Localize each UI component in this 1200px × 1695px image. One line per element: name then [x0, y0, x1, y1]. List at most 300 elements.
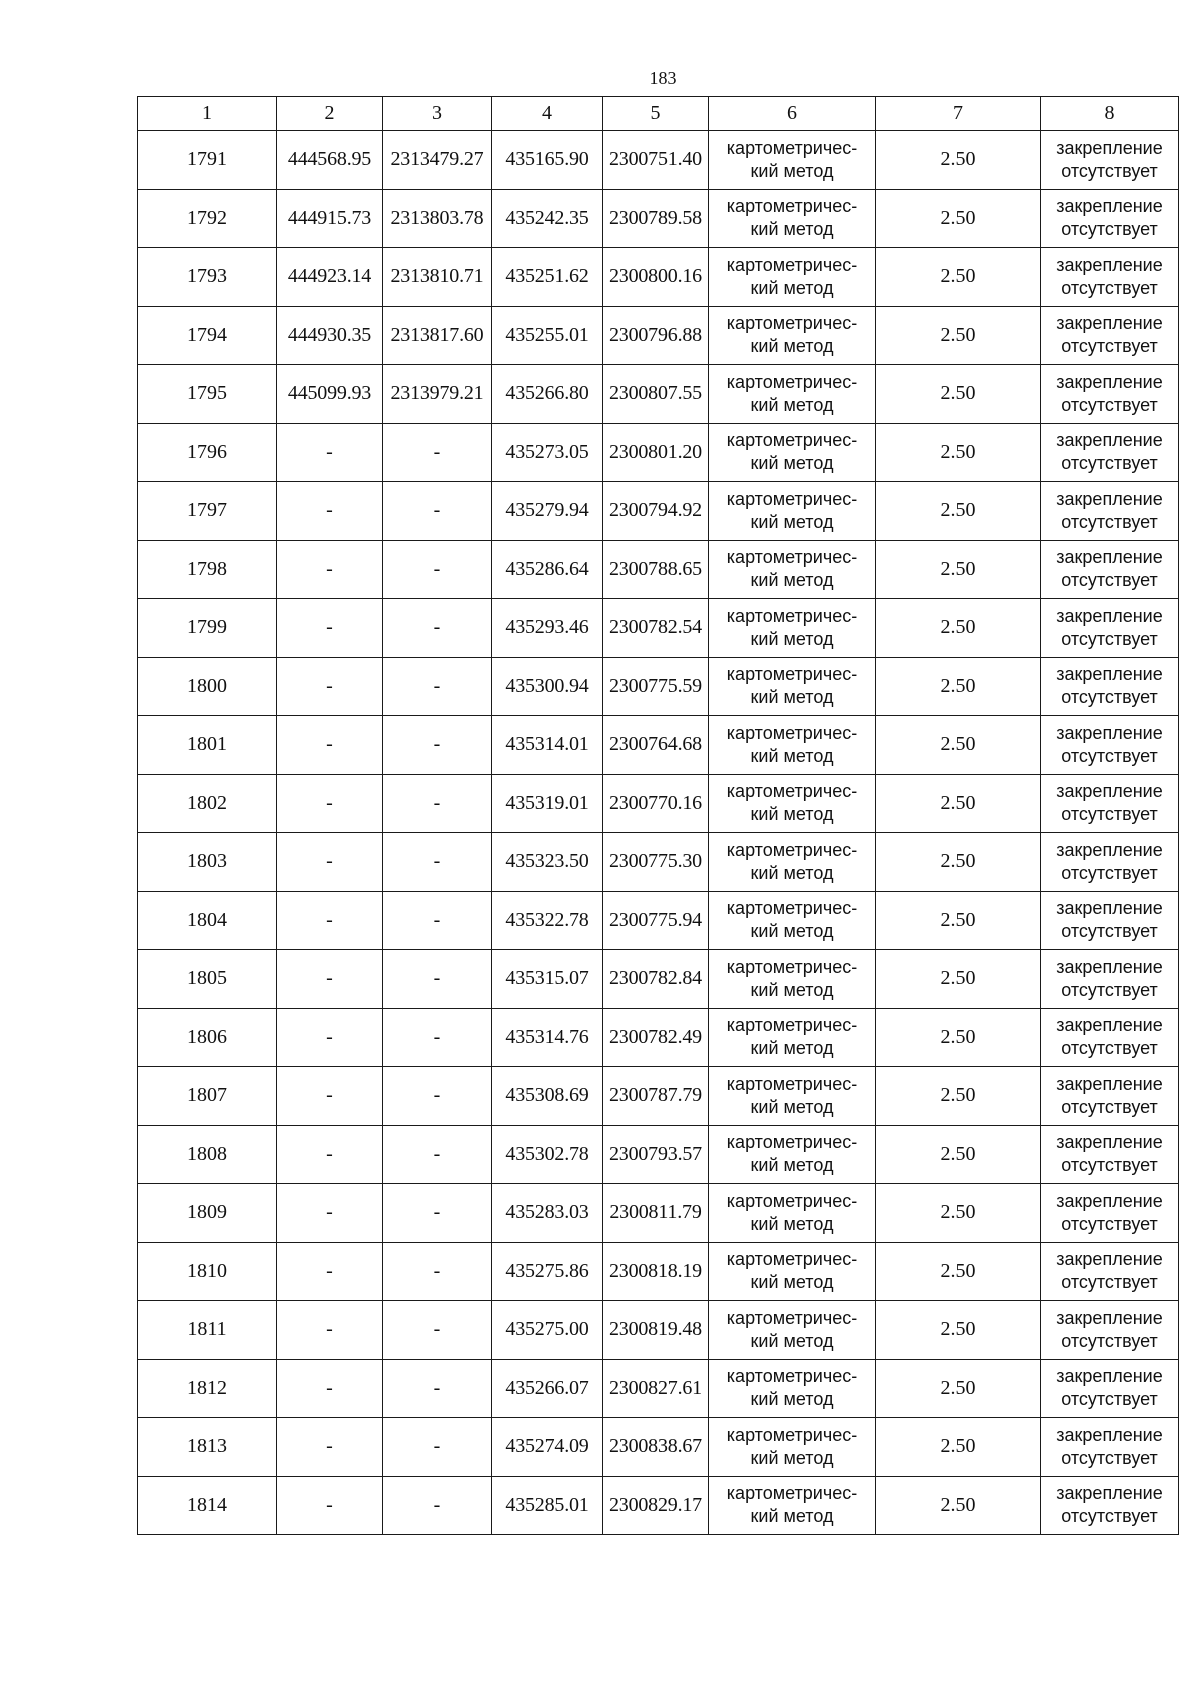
method-cell — [709, 365, 876, 424]
x-new-cell: 435300.94 — [492, 657, 603, 716]
y-old-cell: - — [383, 891, 492, 950]
point-number-cell: 1813 — [138, 1418, 277, 1477]
fixation-text-line-2: отсутствует — [1061, 628, 1158, 649]
fixation-cell — [1041, 774, 1179, 833]
x-old-cell: 444568.95 — [277, 131, 383, 190]
fixation-text-line-2: отсутствует — [1061, 1506, 1158, 1527]
fixation-text-line-2: отсутствует — [1061, 1330, 1158, 1351]
point-number-cell: 1810 — [138, 1242, 277, 1301]
y-new-cell: 2300770.16 — [603, 774, 709, 833]
table-row — [138, 1418, 1179, 1477]
fixation-cell — [1041, 1067, 1179, 1126]
y-old-cell: - — [383, 1418, 492, 1477]
accuracy-cell: 2.50 — [876, 1476, 1041, 1535]
table-row — [138, 833, 1179, 892]
method-text-line-2: кий метод — [750, 160, 834, 181]
x-old-cell: - — [277, 950, 383, 1009]
method-text-line-1: картометричес- — [726, 898, 858, 919]
page-number: 183 — [649, 68, 677, 88]
header-col-6: 6 — [709, 97, 876, 131]
y-old-cell: 2313979.21 — [383, 365, 492, 424]
method-cell — [709, 248, 876, 307]
fixation-cell — [1041, 716, 1179, 775]
point-number-cell: 1814 — [138, 1476, 277, 1535]
fixation-cell — [1041, 248, 1179, 307]
accuracy-cell: 2.50 — [876, 1359, 1041, 1418]
method-text-line-1: картометричес- — [726, 781, 858, 802]
y-old-cell: - — [383, 833, 492, 892]
method-text-line-1: картометричес- — [726, 722, 858, 743]
table-row — [138, 891, 1179, 950]
fixation-cell — [1041, 306, 1179, 365]
y-old-cell: - — [383, 716, 492, 775]
x-old-cell: - — [277, 833, 383, 892]
accuracy-cell: 2.50 — [876, 423, 1041, 482]
fixation-text-line-1: закрепление — [1056, 1015, 1163, 1036]
y-new-cell: 2300794.92 — [603, 482, 709, 541]
fixation-cell — [1041, 189, 1179, 248]
fixation-text-line-2: отсутствует — [1061, 1038, 1158, 1059]
y-old-cell: - — [383, 950, 492, 1009]
x-old-cell: 445099.93 — [277, 365, 383, 424]
fixation-text-line-1: закрепление — [1056, 839, 1163, 860]
header-col-8: 8 — [1041, 97, 1179, 131]
fixation-text-line-1: закрепление — [1056, 488, 1163, 509]
y-new-cell: 2300801.20 — [603, 423, 709, 482]
method-cell — [709, 1242, 876, 1301]
y-new-cell: 2300811.79 — [603, 1184, 709, 1243]
x-old-cell: - — [277, 1242, 383, 1301]
point-number-cell: 1794 — [138, 306, 277, 365]
accuracy-cell: 2.50 — [876, 1125, 1041, 1184]
method-cell — [709, 1301, 876, 1360]
accuracy-cell: 2.50 — [876, 716, 1041, 775]
fixation-text-line-2: отсутствует — [1061, 570, 1158, 591]
method-text-line-2: кий метод — [750, 804, 834, 825]
table-row — [138, 540, 1179, 599]
method-text-line-2: кий метод — [750, 511, 834, 532]
method-text-line-2: кий метод — [750, 336, 834, 357]
y-old-cell: 2313817.60 — [383, 306, 492, 365]
x-new-cell: 435242.35 — [492, 189, 603, 248]
y-new-cell: 2300782.84 — [603, 950, 709, 1009]
method-text-line-2: кий метод — [750, 628, 834, 649]
fixation-text-line-1: закрепление — [1056, 196, 1163, 217]
method-cell — [709, 131, 876, 190]
method-cell — [709, 599, 876, 658]
fixation-text-line-1: закрепление — [1056, 137, 1163, 158]
fixation-text-line-2: отсутствует — [1061, 804, 1158, 825]
fixation-text-line-2: отсутствует — [1061, 160, 1158, 181]
x-new-cell: 435273.05 — [492, 423, 603, 482]
method-cell — [709, 1067, 876, 1126]
table-body — [138, 131, 1179, 1535]
x-old-cell: - — [277, 1125, 383, 1184]
fixation-text-line-1: закрепление — [1056, 664, 1163, 685]
x-old-cell: - — [277, 423, 383, 482]
y-old-cell: - — [383, 1125, 492, 1184]
method-text-line-1: картометричес- — [726, 254, 858, 275]
x-new-cell: 435274.09 — [492, 1418, 603, 1477]
table-row — [138, 1359, 1179, 1418]
x-old-cell: - — [277, 599, 383, 658]
x-old-cell: 444930.35 — [277, 306, 383, 365]
accuracy-cell: 2.50 — [876, 1242, 1041, 1301]
x-new-cell: 435302.78 — [492, 1125, 603, 1184]
method-text-line-1: картометричес- — [726, 547, 858, 568]
table-row — [138, 774, 1179, 833]
x-new-cell: 435266.80 — [492, 365, 603, 424]
x-new-cell: 435319.01 — [492, 774, 603, 833]
fixation-text-line-2: отсутствует — [1061, 745, 1158, 766]
y-new-cell: 2300819.48 — [603, 1301, 709, 1360]
method-text-line-2: кий метод — [750, 1272, 834, 1293]
method-text-line-2: кий метод — [750, 862, 834, 883]
point-number-cell: 1792 — [138, 189, 277, 248]
y-old-cell: - — [383, 599, 492, 658]
table-header — [138, 97, 1179, 131]
method-text-line-1: картометричес- — [726, 313, 858, 334]
method-text-line-2: кий метод — [750, 687, 834, 708]
method-text-line-1: картометричес- — [726, 1483, 858, 1504]
method-text-line-2: кий метод — [750, 1038, 834, 1059]
x-old-cell: - — [277, 1067, 383, 1126]
method-text-line-2: кий метод — [750, 219, 834, 240]
y-new-cell: 2300829.17 — [603, 1476, 709, 1535]
method-cell — [709, 306, 876, 365]
x-old-cell: - — [277, 774, 383, 833]
method-cell — [709, 833, 876, 892]
table-row — [138, 1242, 1179, 1301]
fixation-text-line-2: отсутствует — [1061, 511, 1158, 532]
x-old-cell: - — [277, 716, 383, 775]
point-number-cell: 1806 — [138, 1008, 277, 1067]
method-text-line-1: картометричес- — [726, 1249, 858, 1270]
x-old-cell: - — [277, 540, 383, 599]
point-number-cell: 1795 — [138, 365, 277, 424]
fixation-cell — [1041, 1359, 1179, 1418]
x-new-cell: 435323.50 — [492, 833, 603, 892]
fixation-text-line-2: отсутствует — [1061, 1213, 1158, 1234]
point-number-cell: 1812 — [138, 1359, 277, 1418]
fixation-text-line-2: отсутствует — [1061, 453, 1158, 474]
accuracy-cell: 2.50 — [876, 131, 1041, 190]
method-text-line-1: картометричес- — [726, 664, 858, 685]
fixation-cell — [1041, 1418, 1179, 1477]
accuracy-cell: 2.50 — [876, 1184, 1041, 1243]
point-number-cell: 1811 — [138, 1301, 277, 1360]
method-cell — [709, 774, 876, 833]
method-text-line-1: картометричес- — [726, 839, 858, 860]
x-new-cell: 435314.76 — [492, 1008, 603, 1067]
fixation-text-line-1: закрепление — [1056, 254, 1163, 275]
method-cell — [709, 891, 876, 950]
point-number-cell: 1799 — [138, 599, 277, 658]
accuracy-cell: 2.50 — [876, 306, 1041, 365]
x-new-cell: 435283.03 — [492, 1184, 603, 1243]
method-text-line-2: кий метод — [750, 1447, 834, 1468]
method-text-line-1: картометричес- — [726, 1190, 858, 1211]
method-cell — [709, 950, 876, 1009]
fixation-text-line-1: закрепление — [1056, 1190, 1163, 1211]
y-new-cell: 2300807.55 — [603, 365, 709, 424]
point-number-cell: 1797 — [138, 482, 277, 541]
x-new-cell: 435315.07 — [492, 950, 603, 1009]
y-new-cell: 2300838.67 — [603, 1418, 709, 1477]
method-cell — [709, 1359, 876, 1418]
table-row — [138, 1008, 1179, 1067]
table-row — [138, 1301, 1179, 1360]
method-text-line-2: кий метод — [750, 1096, 834, 1117]
fixation-text-line-1: закрепление — [1056, 605, 1163, 626]
fixation-cell — [1041, 131, 1179, 190]
fixation-text-line-1: закрепление — [1056, 547, 1163, 568]
fixation-cell — [1041, 1476, 1179, 1535]
method-text-line-1: картометричес- — [726, 488, 858, 509]
method-text-line-1: картометричес- — [726, 430, 858, 451]
x-new-cell: 435279.94 — [492, 482, 603, 541]
fixation-text-line-1: закрепление — [1056, 430, 1163, 451]
fixation-cell — [1041, 1184, 1179, 1243]
table-row — [138, 306, 1179, 365]
point-number-cell: 1803 — [138, 833, 277, 892]
fixation-text-line-2: отсутствует — [1061, 394, 1158, 415]
x-old-cell: - — [277, 482, 383, 541]
y-old-cell: - — [383, 1242, 492, 1301]
y-new-cell: 2300789.58 — [603, 189, 709, 248]
y-new-cell: 2300764.68 — [603, 716, 709, 775]
y-new-cell: 2300818.19 — [603, 1242, 709, 1301]
accuracy-cell: 2.50 — [876, 365, 1041, 424]
accuracy-cell: 2.50 — [876, 1008, 1041, 1067]
fixation-cell — [1041, 540, 1179, 599]
fixation-cell — [1041, 1301, 1179, 1360]
y-old-cell: - — [383, 482, 492, 541]
fixation-text-line-1: закрепление — [1056, 722, 1163, 743]
y-new-cell: 2300775.94 — [603, 891, 709, 950]
method-text-line-1: картометричес- — [726, 1132, 858, 1153]
fixation-cell — [1041, 1008, 1179, 1067]
x-old-cell: - — [277, 1418, 383, 1477]
point-number-cell: 1791 — [138, 131, 277, 190]
method-cell — [709, 1476, 876, 1535]
method-text-line-1: картометричес- — [726, 137, 858, 158]
header-col-1: 1 — [138, 97, 277, 131]
accuracy-cell: 2.50 — [876, 599, 1041, 658]
fixation-text-line-1: закрепление — [1056, 898, 1163, 919]
method-text-line-2: кий метод — [750, 1155, 834, 1176]
x-old-cell: - — [277, 1301, 383, 1360]
fixation-text-line-1: закрепление — [1056, 1424, 1163, 1445]
fixation-cell — [1041, 1242, 1179, 1301]
x-old-cell: - — [277, 1476, 383, 1535]
method-cell — [709, 657, 876, 716]
header-col-5: 5 — [603, 97, 709, 131]
accuracy-cell: 2.50 — [876, 833, 1041, 892]
point-number-cell: 1802 — [138, 774, 277, 833]
fixation-cell — [1041, 365, 1179, 424]
table-row — [138, 1125, 1179, 1184]
x-new-cell: 435308.69 — [492, 1067, 603, 1126]
x-new-cell: 435165.90 — [492, 131, 603, 190]
y-new-cell: 2300793.57 — [603, 1125, 709, 1184]
y-old-cell: - — [383, 1008, 492, 1067]
fixation-text-line-2: отсутствует — [1061, 336, 1158, 357]
accuracy-cell: 2.50 — [876, 189, 1041, 248]
method-text-line-1: картометричес- — [726, 1073, 858, 1094]
method-text-line-2: кий метод — [750, 277, 834, 298]
fixation-cell — [1041, 423, 1179, 482]
accuracy-cell: 2.50 — [876, 774, 1041, 833]
point-number-cell: 1805 — [138, 950, 277, 1009]
method-cell — [709, 423, 876, 482]
x-new-cell: 435286.64 — [492, 540, 603, 599]
table-row — [138, 657, 1179, 716]
fixation-text-line-1: закрепление — [1056, 1073, 1163, 1094]
table-row — [138, 1184, 1179, 1243]
method-text-line-1: картометричес- — [726, 1015, 858, 1036]
method-cell — [709, 716, 876, 775]
fixation-text-line-2: отсутствует — [1061, 862, 1158, 883]
x-new-cell: 435285.01 — [492, 1476, 603, 1535]
x-new-cell: 435314.01 — [492, 716, 603, 775]
method-text-line-2: кий метод — [750, 1506, 834, 1527]
point-number-cell: 1808 — [138, 1125, 277, 1184]
y-old-cell: 2313479.27 — [383, 131, 492, 190]
accuracy-cell: 2.50 — [876, 1067, 1041, 1126]
y-new-cell: 2300775.59 — [603, 657, 709, 716]
y-old-cell: 2313803.78 — [383, 189, 492, 248]
table-row — [138, 423, 1179, 482]
method-text-line-1: картометричес- — [726, 1424, 858, 1445]
y-old-cell: - — [383, 1301, 492, 1360]
x-old-cell: - — [277, 657, 383, 716]
table-row — [138, 482, 1179, 541]
y-old-cell: - — [383, 1067, 492, 1126]
method-cell — [709, 540, 876, 599]
method-text-line-2: кий метод — [750, 570, 834, 591]
fixation-text-line-2: отсутствует — [1061, 1447, 1158, 1468]
method-text-line-1: картометричес- — [726, 196, 858, 217]
x-new-cell: 435266.07 — [492, 1359, 603, 1418]
method-text-line-2: кий метод — [750, 453, 834, 474]
fixation-cell — [1041, 891, 1179, 950]
fixation-cell — [1041, 833, 1179, 892]
accuracy-cell: 2.50 — [876, 891, 1041, 950]
fixation-text-line-1: закрепление — [1056, 313, 1163, 334]
method-text-line-2: кий метод — [750, 1213, 834, 1234]
accuracy-cell: 2.50 — [876, 248, 1041, 307]
point-number-cell: 1809 — [138, 1184, 277, 1243]
y-new-cell: 2300827.61 — [603, 1359, 709, 1418]
accuracy-cell: 2.50 — [876, 1418, 1041, 1477]
fixation-text-line-1: закрепление — [1056, 781, 1163, 802]
fixation-text-line-2: отсутствует — [1061, 921, 1158, 942]
method-text-line-1: картометричес- — [726, 1307, 858, 1328]
accuracy-cell: 2.50 — [876, 657, 1041, 716]
header-col-2: 2 — [277, 97, 383, 131]
method-cell — [709, 1008, 876, 1067]
y-new-cell: 2300796.88 — [603, 306, 709, 365]
fixation-text-line-1: закрепление — [1056, 371, 1163, 392]
fixation-text-line-2: отсутствует — [1061, 219, 1158, 240]
y-new-cell: 2300787.79 — [603, 1067, 709, 1126]
point-number-cell: 1801 — [138, 716, 277, 775]
method-text-line-1: картометричес- — [726, 605, 858, 626]
accuracy-cell: 2.50 — [876, 482, 1041, 541]
y-new-cell: 2300788.65 — [603, 540, 709, 599]
fixation-text-line-2: отсутствует — [1061, 277, 1158, 298]
method-text-line-2: кий метод — [750, 979, 834, 1000]
table-row — [138, 950, 1179, 1009]
y-old-cell: 2313810.71 — [383, 248, 492, 307]
method-text-line-1: картометричес- — [726, 1366, 858, 1387]
y-old-cell: - — [383, 1184, 492, 1243]
point-number-cell: 1804 — [138, 891, 277, 950]
fixation-cell — [1041, 1125, 1179, 1184]
table-row — [138, 131, 1179, 190]
fixation-text-line-1: закрепление — [1056, 956, 1163, 977]
fixation-text-line-1: закрепление — [1056, 1249, 1163, 1270]
method-text-line-2: кий метод — [750, 1389, 834, 1410]
fixation-cell — [1041, 482, 1179, 541]
y-old-cell: - — [383, 1359, 492, 1418]
coordinates-table — [137, 96, 1179, 1535]
x-old-cell: 444923.14 — [277, 248, 383, 307]
point-number-cell: 1807 — [138, 1067, 277, 1126]
x-new-cell: 435255.01 — [492, 306, 603, 365]
y-new-cell: 2300751.40 — [603, 131, 709, 190]
fixation-text-line-2: отсутствует — [1061, 1272, 1158, 1293]
x-new-cell: 435293.46 — [492, 599, 603, 658]
method-text-line-2: кий метод — [750, 921, 834, 942]
header-col-7: 7 — [876, 97, 1041, 131]
table-row — [138, 365, 1179, 424]
y-new-cell: 2300782.54 — [603, 599, 709, 658]
method-cell — [709, 1184, 876, 1243]
table-row — [138, 599, 1179, 658]
y-new-cell: 2300800.16 — [603, 248, 709, 307]
point-number-cell: 1800 — [138, 657, 277, 716]
fixation-text-line-1: закрепление — [1056, 1366, 1163, 1387]
y-new-cell: 2300775.30 — [603, 833, 709, 892]
x-old-cell: - — [277, 1184, 383, 1243]
x-new-cell: 435275.86 — [492, 1242, 603, 1301]
x-old-cell: - — [277, 1359, 383, 1418]
point-number-cell: 1796 — [138, 423, 277, 482]
fixation-text-line-2: отсутствует — [1061, 1389, 1158, 1410]
method-cell — [709, 1125, 876, 1184]
point-number-cell: 1793 — [138, 248, 277, 307]
method-text-line-2: кий метод — [750, 1330, 834, 1351]
table-row — [138, 1067, 1179, 1126]
accuracy-cell: 2.50 — [876, 1301, 1041, 1360]
fixation-cell — [1041, 599, 1179, 658]
header-row — [138, 97, 1179, 131]
fixation-text-line-2: отсутствует — [1061, 1155, 1158, 1176]
table-row — [138, 716, 1179, 775]
fixation-cell — [1041, 657, 1179, 716]
fixation-text-line-1: закрепление — [1056, 1483, 1163, 1504]
method-cell — [709, 1418, 876, 1477]
y-old-cell: - — [383, 774, 492, 833]
method-text-line-2: кий метод — [750, 745, 834, 766]
accuracy-cell: 2.50 — [876, 950, 1041, 1009]
method-cell — [709, 482, 876, 541]
method-text-line-1: картометричес- — [726, 371, 858, 392]
y-old-cell: - — [383, 540, 492, 599]
fixation-text-line-2: отсутствует — [1061, 1096, 1158, 1117]
